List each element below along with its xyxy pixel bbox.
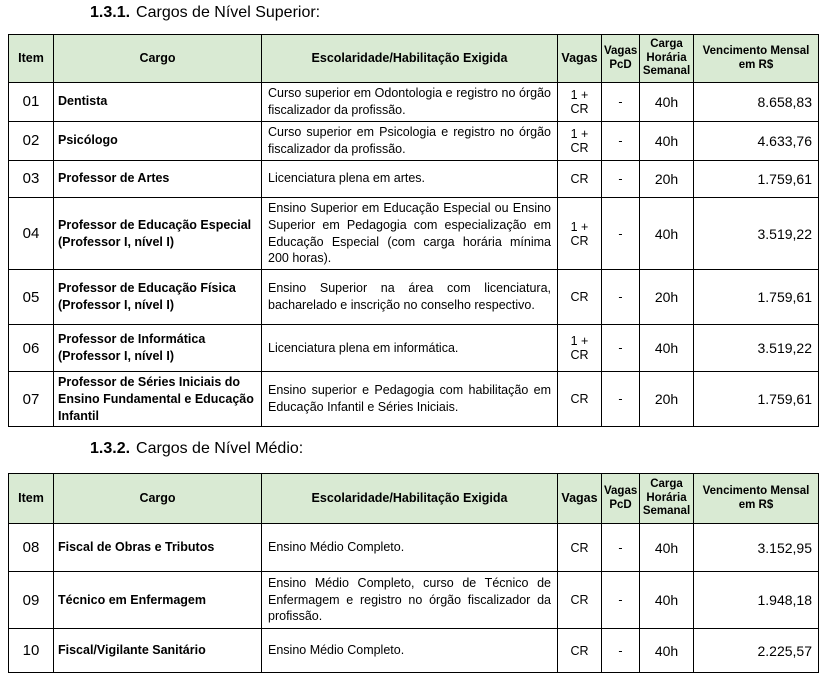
table-row [9,524,819,572]
cell-carga: 40h [640,524,694,572]
cell-vagas: CR [558,372,602,427]
cell-escolaridade: Ensino Superior em Educação Especial ou Ensino Superior em Pedagogia com especialização em Educação Especial (com carga horária mínima 200 horas). [262,197,558,270]
cell-carga: 20h [640,160,694,197]
header-escolaridade: Escolaridade/Habilitação Exigida [262,35,558,83]
cell-carga: 40h [640,83,694,122]
header-vagas-pcd: Vagas PcD [602,474,640,524]
cell-vencimento: 3.519,22 [694,197,819,270]
cell-item: 06 [9,325,54,372]
cell-escolaridade: Ensino Superior na área com licenciatura, bacharelado e inscrição no conselho respectivo. [262,270,558,325]
cell-escolaridade: Curso superior em Psicologia e registro no órgão fiscalizador da profissão. [262,121,558,160]
cell-item: 04 [9,197,54,270]
table-row [9,160,819,197]
cell-item: 05 [9,270,54,325]
cell-vencimento: 3.152,95 [694,524,819,572]
cell-vagas-pcd: - [602,572,640,629]
cell-carga: 40h [640,197,694,270]
table-row [9,629,819,673]
header-carga-horaria: Carga Horária Semanal [640,474,694,524]
cell-vagas: 1 + CR [558,325,602,372]
cell-cargo: Fiscal de Obras e Tributos [54,524,262,572]
table-row [9,372,819,427]
cell-item: 01 [9,83,54,122]
header-vagas-pcd: Vagas PcD [602,35,640,83]
cell-vagas-pcd: - [602,83,640,122]
cell-cargo: Professor de Informática (Professor I, nível I) [54,325,262,372]
section-title: Cargos de Nível Médio: [136,440,304,457]
cell-escolaridade: Licenciatura plena em artes. [262,160,558,197]
cell-item: 07 [9,372,54,427]
cell-item: 03 [9,160,54,197]
cell-item: 08 [9,524,54,572]
cell-carga: 40h [640,629,694,673]
cell-cargo: Professor de Educação Física (Professor I, nível I) [54,270,262,325]
header-vagas: Vagas [558,35,602,83]
section-title-nivel-medio [90,440,303,458]
cell-escolaridade: Ensino Médio Completo. [262,629,558,673]
table-header-row [9,474,819,524]
cell-item: 10 [9,629,54,673]
cell-carga: 20h [640,270,694,325]
cell-escolaridade: Ensino Médio Completo. [262,524,558,572]
cell-cargo: Fiscal/Vigilante Sanitário [54,629,262,673]
cell-vencimento: 2.225,57 [694,629,819,673]
cell-vagas: CR [558,160,602,197]
header-escolaridade: Escolaridade/Habilitação Exigida [262,474,558,524]
header-item: Item [9,474,54,524]
header-item: Item [9,35,54,83]
table-nivel-superior [8,34,819,427]
header-vencimento: Vencimento Mensal em R$ [694,35,819,83]
cell-vagas: CR [558,629,602,673]
cell-vencimento: 1.759,61 [694,372,819,427]
cell-cargo: Psicólogo [54,121,262,160]
section-number: 1.3.2. [90,440,131,457]
cell-vagas: 1 + CR [558,121,602,160]
header-vagas: Vagas [558,474,602,524]
cell-carga: 40h [640,121,694,160]
cell-cargo: Técnico em Enfermagem [54,572,262,629]
table-row [9,121,819,160]
cell-vagas: 1 + CR [558,197,602,270]
cell-escolaridade: Licenciatura plena em informática. [262,325,558,372]
cell-vagas-pcd: - [602,160,640,197]
cell-cargo: Professor de Séries Iniciais do Ensino Fundamental e Educação Infantil [54,372,262,427]
table-row [9,270,819,325]
cell-vencimento: 3.519,22 [694,325,819,372]
cell-carga: 20h [640,372,694,427]
cell-vagas: 1 + CR [558,83,602,122]
header-cargo: Cargo [54,35,262,83]
cell-vagas: CR [558,270,602,325]
table-header-row [9,35,819,83]
cell-vagas: CR [558,572,602,629]
cell-escolaridade: Ensino superior e Pedagogia com habilitação em Educação Infantil e Séries Iniciais. [262,372,558,427]
header-vencimento: Vencimento Mensal em R$ [694,474,819,524]
cell-vagas-pcd: - [602,121,640,160]
section-title-nivel-superior [90,4,320,22]
cell-vencimento: 4.633,76 [694,121,819,160]
section-number: 1.3.1. [90,4,131,21]
cell-vagas-pcd: - [602,325,640,372]
cell-cargo: Professor de Educação Especial (Professor I, nível I) [54,197,262,270]
cell-item: 09 [9,572,54,629]
cell-vagas-pcd: - [602,524,640,572]
cell-carga: 40h [640,325,694,372]
table-row [9,197,819,270]
table-row [9,83,819,122]
section-title: Cargos de Nível Superior: [136,4,321,21]
table-nivel-medio [8,473,819,673]
cell-cargo: Dentista [54,83,262,122]
cell-vencimento: 8.658,83 [694,83,819,122]
cell-vagas-pcd: - [602,270,640,325]
cell-vagas: CR [558,524,602,572]
cell-item: 02 [9,121,54,160]
header-carga-horaria: Carga Horária Semanal [640,35,694,83]
cell-vencimento: 1.759,61 [694,270,819,325]
header-cargo: Cargo [54,474,262,524]
cell-escolaridade: Ensino Médio Completo, curso de Técnico de Enfermagem e registro no órgão fiscalizador da profissão. [262,572,558,629]
cell-vagas-pcd: - [602,629,640,673]
cell-vagas-pcd: - [602,197,640,270]
cell-carga: 40h [640,572,694,629]
cell-vencimento: 1.759,61 [694,160,819,197]
table-row [9,325,819,372]
cell-escolaridade: Curso superior em Odontologia e registro no órgão fiscalizador da profissão. [262,83,558,122]
cell-vagas-pcd: - [602,372,640,427]
cell-vencimento: 1.948,18 [694,572,819,629]
table-row [9,572,819,629]
cell-cargo: Professor de Artes [54,160,262,197]
